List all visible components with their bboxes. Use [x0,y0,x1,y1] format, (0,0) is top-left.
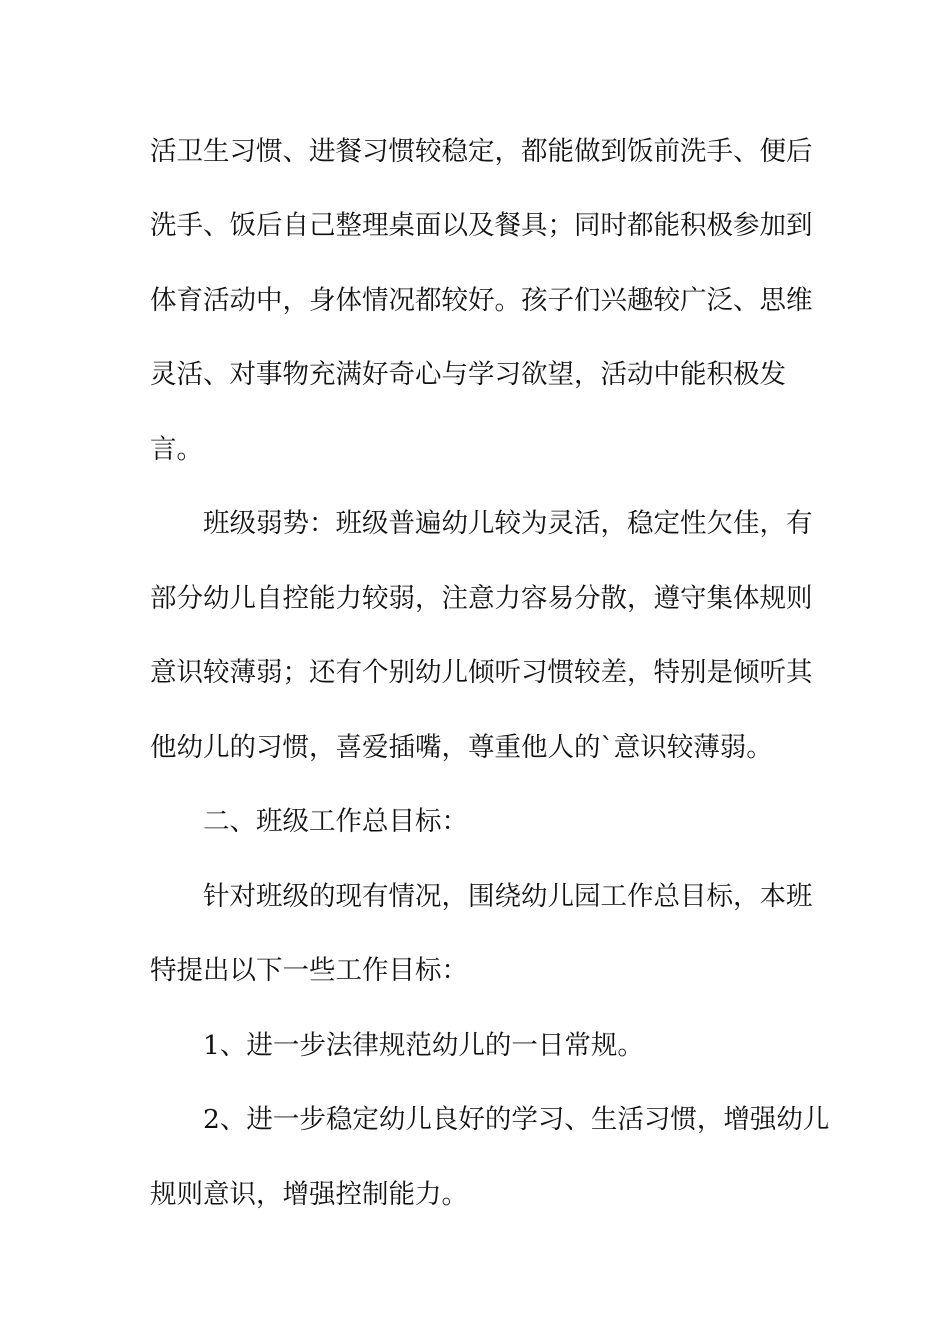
list-item-2: 2、进一步稳定幼儿良好的学习、生活习惯，增强幼儿 [203,1104,830,1135]
paragraph-weakness-start: 班级弱势：班级普遍幼儿较为灵活，稳定性欠佳，有 [203,508,813,539]
text-line-7: 部分幼儿自控能力较弱，注意力容易分散，遵守集体规则 [150,583,813,614]
text-line-5: 言。 [150,434,203,465]
text-line-9: 他幼儿的习惯，喜爱插嘴，尊重他人的`意识较薄弱。 [150,732,773,763]
text-line-2: 洗手、饭后自己整理桌面以及餐具；同时都能积极参加到 [150,210,813,241]
text-line-4: 灵活、对事物充满好奇心与学习欲望，活动中能积极发 [150,359,786,390]
list-item-1: 1、进一步法律规范幼儿的一日常规。 [203,1030,644,1061]
text-line-1: 活卫生习惯、进餐习惯较稳定，都能做到饭前洗手、便后 [150,136,813,167]
text-line-12: 特提出以下一些工作目标： [150,955,468,986]
text-line-15: 规则意识，增强控制能力。 [150,1179,468,1210]
text-line-8: 意识较薄弱；还有个别幼儿倾听习惯较差，特别是倾听其 [150,657,813,688]
paragraph-goals-start: 针对班级的现有情况，围绕幼儿园工作总目标，本班 [203,881,813,912]
section-heading: 二、班级工作总目标： [203,806,468,837]
text-line-3: 体育活动中，身体情况都较好。孩子们兴趣较广泛、思维 [150,285,813,316]
